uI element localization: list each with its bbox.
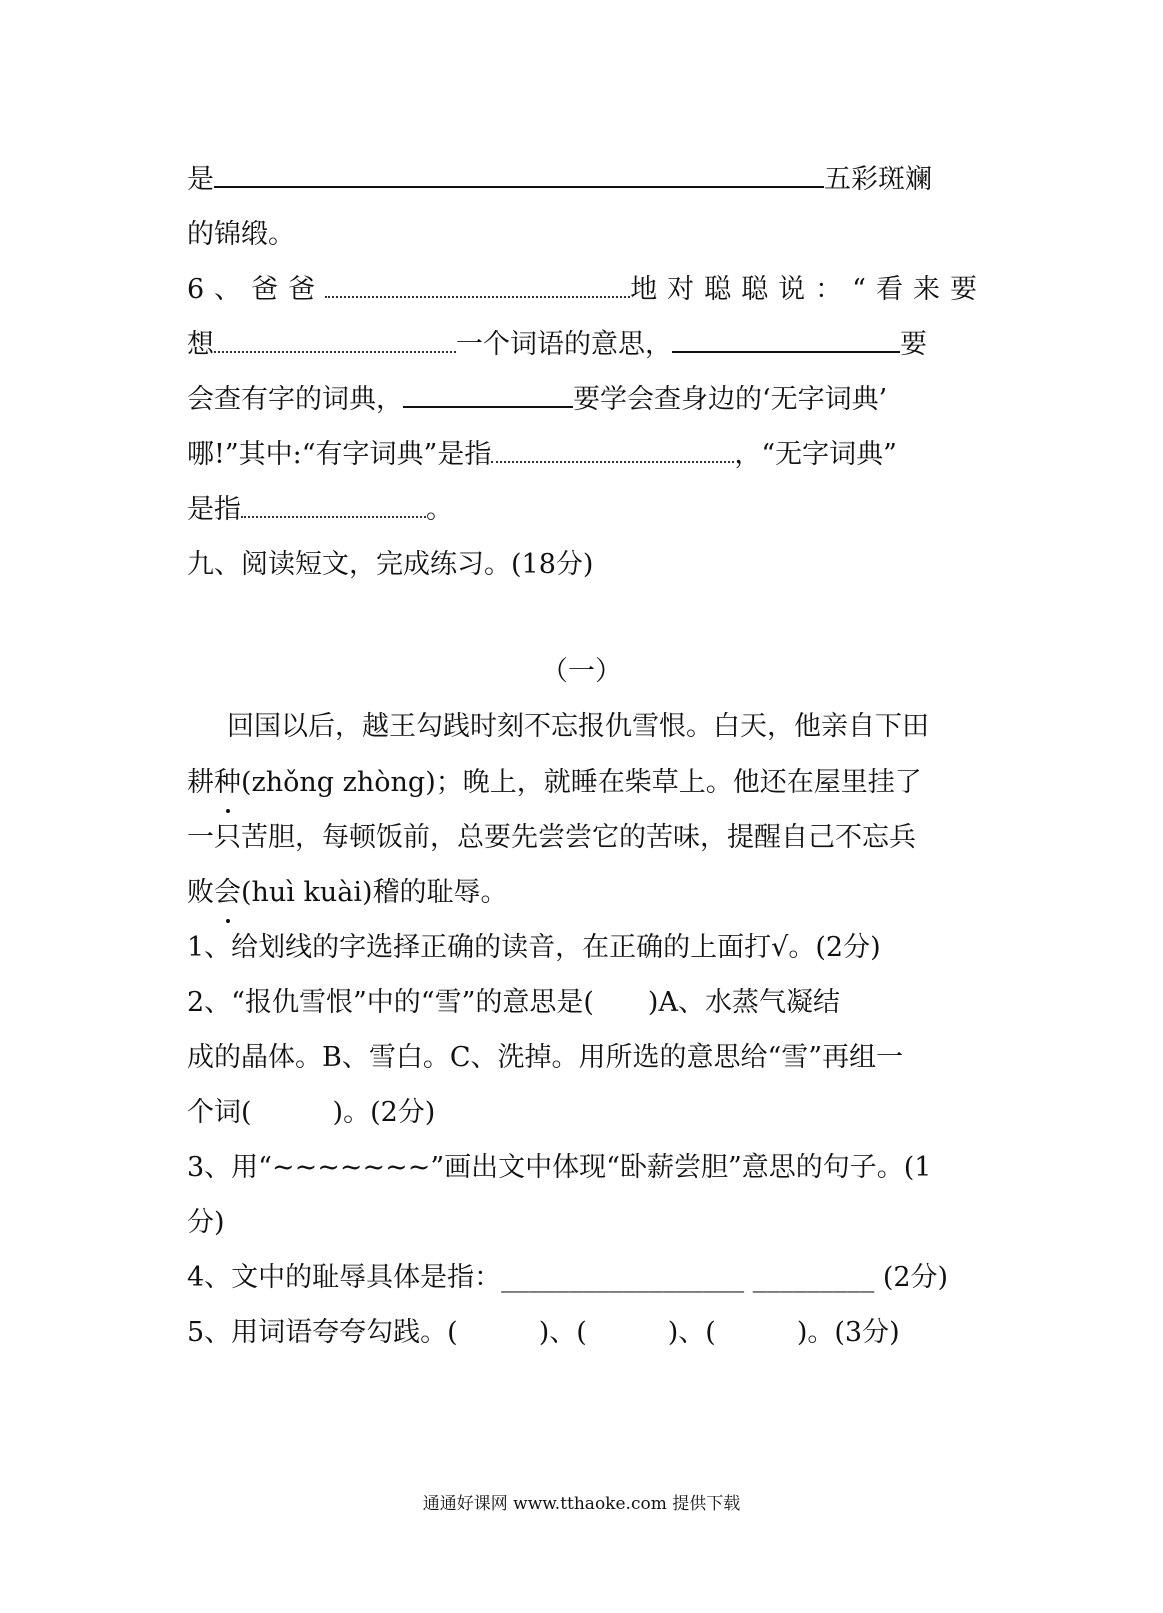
question-2-line-2: 成的晶体。B、雪白。C、洗掉。用所选的意思给“雪”再组一 [187, 1042, 904, 1073]
question-1: 1、给划线的字选择正确的读音，在正确的上面打√。(2分) [187, 932, 881, 963]
passage-line-2: 耕种(zhǒng zhòng)；晚上，就睡在柴草上。他还在屋里挂了 [187, 763, 987, 803]
q5-line-2: 的锦缎。 [187, 219, 295, 250]
passage-line-3: 一只苦胆，每顿饭前，总要先尝尝它的苦味，提醒自己不忘兵 [187, 822, 916, 853]
section-heading: 九、阅读短文，完成练习。(18分) [187, 549, 594, 580]
q6-line-2: 想 一个词语的意思， 要 [187, 325, 987, 365]
question-3-line-2: 分) [187, 1207, 225, 1238]
question-2-line-3: 个词( )。(2分) [187, 1097, 436, 1128]
question-2-line-1: 2、“报仇雪恨”中的“雪”的意思是( )A、水蒸气凝结 [187, 987, 840, 1018]
marked-character: 种 [214, 763, 241, 803]
page-footer: 通通好课网 www.tthaoke.com 提供下载 [422, 1494, 741, 1514]
answer-blank[interactable] [241, 492, 426, 518]
marked-character: 会 [214, 873, 241, 913]
answer-blank[interactable] [325, 272, 630, 298]
q6-line-4: 哪!”其中:“有字词典”是指 ，“无字词典” [187, 439, 897, 470]
answer-blank[interactable] [214, 160, 824, 188]
answer-blank[interactable] [214, 327, 456, 353]
question-3-line-1: 3、用“~~~~~~~”画出文中体现“卧薪尝胆”意思的句子。(1 [187, 1152, 932, 1183]
answer-blank[interactable] [672, 325, 900, 353]
answer-blank[interactable] [491, 437, 734, 463]
passage-line-1: 回国以后，越王勾践时刻不忘报仇雪恨。白天，他亲自下田 [227, 711, 929, 742]
answer-blank[interactable] [403, 380, 573, 408]
q6-line-5: 是指 。 [187, 494, 453, 525]
part-title: （一） [541, 656, 622, 687]
q6-line-1: 6、爸爸 地对聪聪说：“看来要 [187, 274, 987, 305]
q6-line-3: 会查有字的词典， 要学会查身边的‘无字词典’ [187, 380, 987, 420]
passage-line-4: 败会(huì kuài)稽的耻辱。 [187, 873, 987, 913]
q5-line-1: 是 五彩斑斓 [187, 160, 987, 200]
question-4: 4、文中的耻辱具体是指：__________________ _________ (2分) [187, 1262, 949, 1293]
question-5: 5、用词语夸夸勾践。( )、( )、( )。(3分) [187, 1317, 900, 1348]
